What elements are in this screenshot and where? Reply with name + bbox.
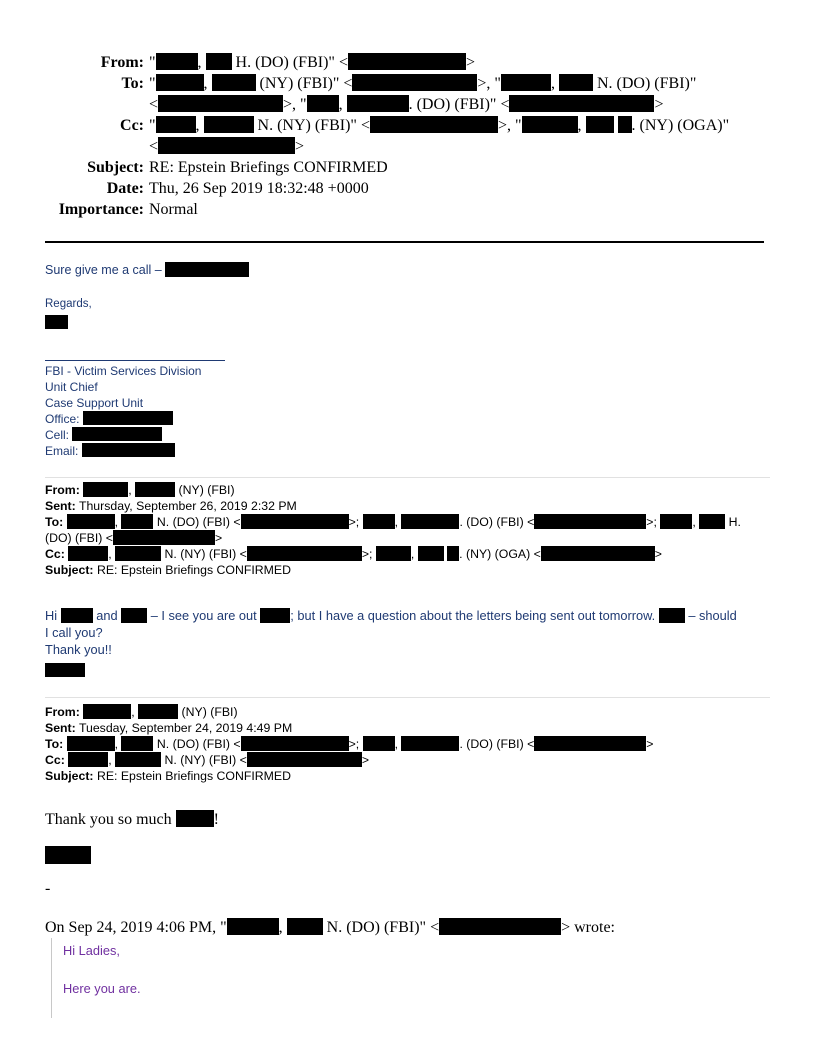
msg2-subject [45,768,775,784]
importance-label: Importance: [58,201,144,218]
text-segment: >; [646,515,657,529]
text-segment: < [149,138,159,155]
text-segment: RE: Epstein Briefings CONFIRMED [96,563,292,577]
redaction [67,514,115,529]
redaction [45,315,68,329]
redaction [61,608,93,623]
redaction [83,411,173,425]
text-segment: " [149,75,156,92]
redaction [559,74,593,91]
text-segment: . (NY) (OGA)" [631,117,730,134]
redaction [67,736,115,751]
redaction [376,546,411,561]
text-segment: Thank you so much [45,811,172,828]
text-segment: . (DO) (FBI)" < [408,96,510,113]
header-divider [45,241,764,243]
subject-row [40,157,739,178]
text-segment: " [149,117,156,134]
text-segment: " [149,54,156,71]
redaction [115,546,161,561]
text-segment: Email: [45,444,79,458]
from-row [40,52,739,73]
msg1-body-line2: I call you? [45,625,103,640]
text-segment: N. (NY) (FBI) < [164,547,247,561]
redaction [121,608,147,623]
msg1-to [45,514,775,530]
message-1-header [45,482,775,578]
text-segment: Cc: [45,547,65,561]
text-segment: Subject: [45,563,94,577]
text-segment: , [203,75,208,92]
text-segment: , [195,117,200,134]
redaction [247,546,362,561]
redaction [158,95,283,112]
text-segment: >, " [477,75,501,92]
redaction [363,514,395,529]
text-segment: , [278,919,283,936]
text-segment: Sure give me a call – [45,263,162,277]
text-segment: , [550,75,555,92]
text-segment: Sent: [45,721,76,735]
redaction [115,752,161,767]
redaction [241,736,349,751]
redaction [401,514,459,529]
text-segment: > [295,138,305,155]
text-segment: > [214,531,223,545]
redaction [363,736,395,751]
redaction [83,704,131,719]
text-segment: , [577,117,582,134]
text-segment: , [114,515,119,529]
redaction [659,608,685,623]
redaction [501,74,551,91]
redaction [45,663,85,677]
to-label: To: [121,75,144,92]
cc-row [40,115,739,157]
redaction [45,661,775,678]
msg2-to [45,736,775,752]
text-segment: N. (NY) (FBI)" < [257,117,370,134]
msg2-cc [45,752,775,768]
redaction [121,736,153,751]
text-segment: Thursday, September 26, 2019 2:32 PM [78,499,297,513]
text-segment: > [465,54,475,71]
signature-line [45,360,225,361]
redaction [534,514,646,529]
text-segment: >, " [497,117,522,134]
sig-email [45,443,225,459]
redaction [135,482,175,497]
redaction [121,514,153,529]
redaction [206,53,232,70]
text-segment: > [654,96,664,113]
text-segment: On Sep 24, 2019 4:06 PM, " [45,919,227,936]
text-segment: Hi [45,608,58,623]
redaction [227,918,279,935]
msg1-cc [45,546,775,562]
subject-value: RE: Epstein Briefings CONFIRMED [149,159,388,176]
to-value [149,73,739,115]
text-segment: , [108,753,112,767]
text-segment: From: [45,705,80,719]
text-segment: . (DO) (FBI) < [459,515,535,529]
message-2-header [45,704,775,784]
text-segment: > [654,547,662,561]
redaction [260,608,290,623]
date-row [40,178,739,199]
redaction [241,514,349,529]
text-segment: (NY) (FBI)" < [259,75,353,92]
message-divider [45,477,770,478]
redaction [660,514,692,529]
msg1-to-cont [45,530,775,546]
cc-label: Cc: [120,117,144,134]
text-segment: Cell: [45,428,70,442]
msg2-from [45,704,775,720]
msg1-subject [45,562,775,578]
text-segment: (DO) (FBI) < [45,531,113,545]
redaction [158,137,295,154]
text-segment: < [149,96,159,113]
text-segment: – should [688,608,737,623]
redaction [287,918,323,935]
redaction [113,530,215,545]
text-segment: ! [213,811,219,828]
text-segment: (NY) (FBI) [178,483,235,497]
redaction [699,514,725,529]
text-segment: – I see you are out [150,608,257,623]
text-segment: , [197,54,202,71]
text-segment: N. (DO) (FBI) < [156,737,241,751]
redaction [447,546,459,561]
text-segment: To: [45,515,64,529]
redaction [176,810,214,827]
redaction [522,116,578,133]
text-segment: H. [728,515,741,529]
message-1-body [45,607,775,678]
message-divider [45,697,770,698]
msg2-thanks [45,810,219,829]
redaction [156,74,204,91]
redaction [68,752,108,767]
text-segment: > wrote: [561,919,615,936]
sig-unit: Case Support Unit [45,396,144,410]
redaction [586,116,614,133]
redaction [212,74,256,91]
text-segment: . (NY) (OGA) < [459,547,541,561]
redaction [138,704,178,719]
redaction [72,427,162,441]
redaction [534,736,646,751]
redaction [509,95,654,112]
redaction [82,443,175,457]
regards: Regards, [45,298,92,310]
text-segment: , [338,96,343,113]
msg2-dash: - [45,880,51,897]
text-segment: Tuesday, September 24, 2019 4:49 PM [78,721,293,735]
redaction [204,116,254,133]
sig-office [45,411,225,427]
text-segment: (NY) (FBI) [181,705,238,719]
date-label: Date: [106,180,144,197]
text-segment: , [108,547,112,561]
text-segment: , [128,483,132,497]
redaction [541,546,655,561]
text-segment: N. (DO) (FBI) < [156,515,241,529]
redaction [418,546,444,561]
sig-cell [45,427,225,443]
text-segment: N. (DO) (FBI)" [596,75,697,92]
redaction [401,736,459,751]
signature [45,360,225,459]
text-segment: . (DO) (FBI) < [459,737,535,751]
text-segment: >, " [283,96,307,113]
text-segment: , [131,705,135,719]
subject-label: Subject: [87,159,144,176]
text-segment: To: [45,737,64,751]
text-segment: >; [361,547,373,561]
text-segment: , [692,515,696,529]
date-value: Thu, 26 Sep 2019 18:32:48 +0000 [149,180,369,197]
redaction [347,95,409,112]
importance-value: Normal [149,201,198,218]
from-label: From: [100,54,144,71]
text-segment: >; [348,515,360,529]
text-segment: RE: Epstein Briefings CONFIRMED [96,769,292,783]
redaction [352,74,477,91]
msg1-body-line1 [45,607,775,624]
text-segment: Subject: [45,769,94,783]
redaction [156,116,196,133]
reply-line [45,262,249,277]
redaction [68,546,108,561]
text-segment: From: [45,483,80,497]
text-segment: , [114,737,119,751]
redaction [348,53,466,70]
text-segment: N. (DO) (FBI)" < [326,919,440,936]
redaction [618,116,632,133]
msg2-sent [45,720,775,736]
cc-value [149,115,739,157]
msg1-sent [45,498,775,514]
quoted-greeting: Hi Ladies, [63,943,120,958]
text-segment: and [96,608,118,623]
text-segment: > [646,737,654,751]
importance-row [40,199,739,220]
redaction [370,116,498,133]
redaction [307,95,339,112]
text-segment: H. (DO) (FBI)" < [235,54,348,71]
redaction [45,846,91,864]
text-segment: , [394,737,399,751]
text-segment: Office: [45,412,80,426]
quoted-header [45,918,615,937]
redaction [83,482,128,497]
sig-title: Unit Chief [45,380,98,394]
msg1-from [45,482,775,498]
text-segment: > [361,753,370,767]
text-segment: Sent: [45,499,76,513]
quoted-body: Here you are. [63,981,141,996]
to-row [40,73,739,115]
msg1-body-thanks: Thank you!! [45,642,112,657]
text-segment: , [410,547,415,561]
text-segment: N. (NY) (FBI) < [164,753,247,767]
redaction [439,918,561,935]
text-segment: >; [348,737,360,751]
text-segment: ; but I have a question about the letters being sent out tomorrow. [290,608,656,623]
from-value [149,52,739,73]
redaction [165,262,249,277]
redaction [247,752,362,767]
quote-bar [51,938,52,1018]
text-segment: Cc: [45,753,65,767]
text-segment: , [394,515,399,529]
email-header [40,52,739,220]
redaction [156,53,198,70]
sig-division: FBI - Victim Services Division [45,364,202,378]
